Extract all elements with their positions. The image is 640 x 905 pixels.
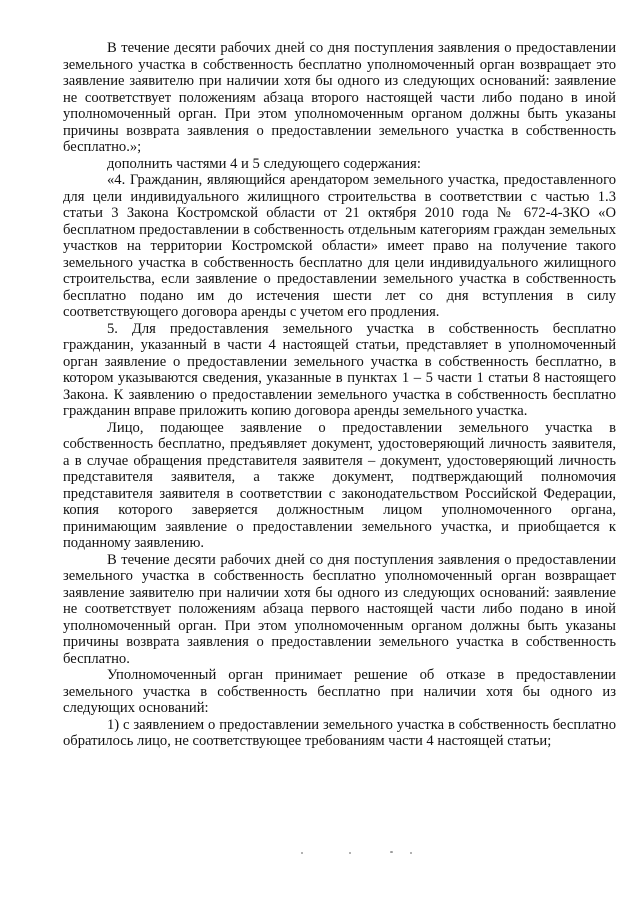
paragraph-return-application: В течение десяти рабочих дней со дня поступления заявления о предоставлении земельного участка в собственность бесплатно уполномоченный орган возвращает это заявление заявителю при наличии хотя бы одного из следующих оснований: заявление не соответствует положениям абзаца второго настоящей части либо подано в иной уполномоченный орган. При этом уполномоченным органом должны быть указаны причины возврата заявления о предоставлении земельного участка в собственность бесплатно.»; [63,40,616,155]
paragraph-return-grounds: В течение десяти рабочих дней со дня поступления заявления о предоставлении земельного участка в собственность бесплатно уполномоченный орган возвращает заявление заявителю при наличии хотя бы одного из следующих оснований: заявление не соответствует положениям абзаца первого настоящей части либо подано в иной уполномоченный орган. При этом уполномоченным органом должны быть указаны причины возврата заявления о предоставлении земельного участка в собственность бесплатно. [63,551,616,667]
paragraph-part-5: 5. Для предоставления земельного участка в собственность бесплатно гражданин, указанный в части 4 настоящей статьи, представляет в уполномоченный орган заявление о предоставлении земельного участка в собственность бесплатно, в котором указываются сведения, указанные в пунктах 1 – 5 части 1 статьи 8 настоящего Закона. К заявлению о предоставлении земельного участка в собственность бесплатно гражданин вправе приложить копию договора аренды земельного участка. [63,320,616,419]
paragraph-amendment-intro: дополнить частями 4 и 5 следующего содержания: [107,155,421,172]
scan-artifact [410,852,412,854]
paragraph-identity-documents: Лицо, подающее заявление о предоставлении земельного участка в собственность бесплатно, предъявляет документ, удостоверяющий личность заявителя, а в случае обращения представителя заявителя – документ, удостоверяющий личность представителя заявителя, а также документ, подтверждающий полномочия представителя заявителя в соответствии с законодательством Российской Федерации, копия которого заверяется должностным лицом уполномоченного органа, принимающим заявление о предоставлении земельного участка, и приобщается к поданному заявлению. [63,419,616,551]
scan-artifact [349,852,351,854]
document-body [63,40,616,750]
scan-artifact [390,851,393,853]
scan-artifact [301,852,303,854]
paragraph-refusal-item-1: 1) с заявлением о предоставлении земельного участка в собственность бесплатно обратилось лицо, не соответствующее требованиям части 4 настоящей статьи; [63,716,616,749]
paragraph-refusal-grounds: Уполномоченный орган принимает решение об отказе в предоставлении земельного участка в собственность бесплатно при наличии хотя бы одного из следующих оснований: [63,667,616,716]
paragraph-part-4: «4. Гражданин, являющийся арендатором земельного участка, предоставленного для цели индивидуального жилищного строительства в соответствии с частью 1.3 статьи 3 Закона Костромской области от 21 октября 2010 года № 672-4-ЗКО «О бесплатном предоставлении в собственность отдельным категориям граждан земельных участков на территории Костромской области» имеет право на получение такого земельного участка в собственность бесплатно для цели индивидуального жилищного строительства, если заявление о предоставлении земельного участка в собственность бесплатно подано им до истечения шести лет со дня вступления в силу соответствующего договора аренды с учетом его продления. [63,172,616,320]
